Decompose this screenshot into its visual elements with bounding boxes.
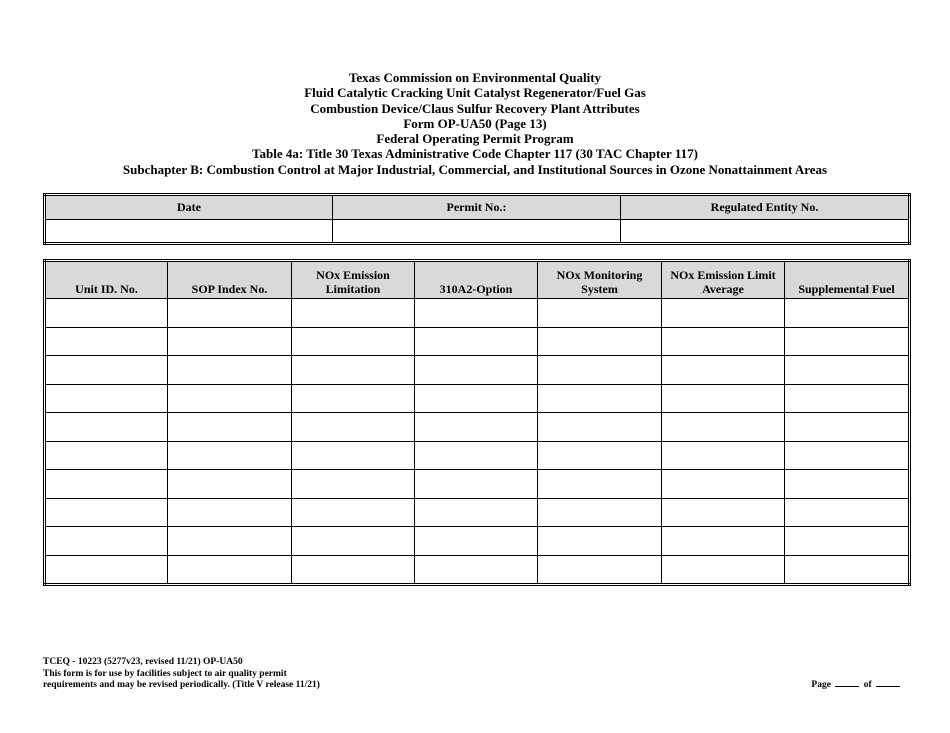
supplemental-fuel-header: Supplemental Fuel — [785, 261, 910, 299]
table-cell[interactable] — [785, 327, 910, 356]
table-cell[interactable] — [45, 413, 168, 442]
regulated-entity-field[interactable] — [621, 220, 910, 244]
table-cell[interactable] — [415, 470, 538, 499]
table-cell[interactable] — [168, 470, 292, 499]
table-cell[interactable] — [168, 384, 292, 413]
table-cell[interactable] — [292, 356, 415, 385]
table-cell[interactable] — [538, 498, 662, 527]
table-cell[interactable] — [785, 384, 910, 413]
page-label: Page — [811, 680, 831, 690]
attributes-table — [43, 259, 911, 586]
table-cell[interactable] — [45, 327, 168, 356]
attributes-header-row — [45, 261, 910, 299]
table-cell[interactable] — [45, 470, 168, 499]
table-cell[interactable] — [415, 441, 538, 470]
permit-no-header: Permit No.: — [333, 195, 621, 220]
form-footer — [43, 657, 320, 692]
table-cell[interactable] — [538, 555, 662, 585]
table-cell[interactable] — [415, 327, 538, 356]
permit-no-field[interactable] — [333, 220, 621, 244]
table-cell[interactable] — [538, 327, 662, 356]
table-cell[interactable] — [45, 555, 168, 585]
table-cell[interactable] — [538, 527, 662, 556]
table-row — [45, 470, 910, 499]
table-cell[interactable] — [168, 299, 292, 328]
table-cell[interactable] — [292, 413, 415, 442]
table-cell[interactable] — [785, 555, 910, 585]
table-cell[interactable] — [45, 299, 168, 328]
header-subchapter: Subchapter B: Combustion Control at Major Industrial, Commercial, and Institutional Sources in Ozone Nonattainment Areas — [122, 161, 828, 177]
nox-emission-limitation-header: NOx Emission Limitation — [292, 261, 415, 299]
header-program: Federal Operating Permit Program — [376, 131, 574, 147]
table-cell[interactable] — [168, 498, 292, 527]
table-cell[interactable] — [292, 327, 415, 356]
table-cell[interactable] — [45, 356, 168, 385]
table-cell[interactable] — [168, 327, 292, 356]
sop-index-header: SOP Index No. — [168, 261, 292, 299]
identification-table — [43, 193, 911, 245]
table-cell[interactable] — [45, 441, 168, 470]
table-cell[interactable] — [45, 498, 168, 527]
table-cell[interactable] — [662, 470, 785, 499]
table-cell[interactable] — [538, 441, 662, 470]
nox-emission-limit-average-header: NOx Emission Limit Average — [662, 261, 785, 299]
table-cell[interactable] — [785, 498, 910, 527]
page-number — [811, 680, 902, 690]
table-row — [45, 527, 910, 556]
table-cell[interactable] — [415, 527, 538, 556]
table-row — [45, 498, 910, 527]
table-cell[interactable] — [292, 555, 415, 585]
table-cell[interactable] — [292, 498, 415, 527]
table-cell[interactable] — [168, 555, 292, 585]
table-cell[interactable] — [662, 413, 785, 442]
table-cell[interactable] — [538, 470, 662, 499]
table-cell[interactable] — [292, 299, 415, 328]
table-cell[interactable] — [785, 470, 910, 499]
table-cell[interactable] — [785, 413, 910, 442]
table-cell[interactable] — [662, 356, 785, 385]
page-number-blank[interactable] — [835, 686, 859, 687]
table-cell[interactable] — [662, 441, 785, 470]
table-cell[interactable] — [662, 527, 785, 556]
table-row — [45, 441, 910, 470]
header-title-2: Combustion Device/Claus Sulfur Recovery Plant Attributes — [310, 100, 640, 116]
table-cell[interactable] — [662, 299, 785, 328]
table-cell[interactable] — [662, 327, 785, 356]
header-agency: Texas Commission on Environmental Quality — [348, 70, 602, 85]
table-cell[interactable] — [662, 555, 785, 585]
footer-form-id: TCEQ - 10223 (5277v23, revised 11/21) OP-UA50 — [43, 657, 243, 667]
header-form-number: Form OP-UA50 (Page 13) — [403, 115, 547, 131]
table-cell[interactable] — [538, 299, 662, 328]
table-row — [45, 384, 910, 413]
table-cell[interactable] — [785, 441, 910, 470]
table-cell[interactable] — [45, 527, 168, 556]
of-label: of — [863, 680, 872, 690]
table-cell[interactable] — [662, 384, 785, 413]
table-cell[interactable] — [785, 356, 910, 385]
form-header — [0, 70, 950, 177]
option-310a2-header: 310A2-Option — [415, 261, 538, 299]
table-cell[interactable] — [292, 470, 415, 499]
table-cell[interactable] — [168, 356, 292, 385]
nox-monitoring-system-header: NOx Monitoring System — [538, 261, 662, 299]
table-cell[interactable] — [785, 299, 910, 328]
table-row — [45, 413, 910, 442]
table-row — [45, 356, 910, 385]
table-cell[interactable] — [415, 413, 538, 442]
table-cell[interactable] — [415, 384, 538, 413]
table-cell[interactable] — [168, 413, 292, 442]
footer-note-2: requirements and may be revised periodically. (Title V release 11/21) — [43, 680, 320, 690]
date-field[interactable] — [45, 220, 333, 244]
table-cell[interactable] — [538, 384, 662, 413]
regulated-entity-header: Regulated Entity No. — [621, 195, 910, 220]
table-cell[interactable] — [292, 527, 415, 556]
table-cell[interactable] — [538, 413, 662, 442]
table-cell[interactable] — [292, 384, 415, 413]
table-cell[interactable] — [168, 441, 292, 470]
table-row — [45, 299, 910, 328]
table-cell[interactable] — [168, 527, 292, 556]
table-cell[interactable] — [785, 527, 910, 556]
date-header: Date — [45, 195, 333, 220]
table-cell[interactable] — [45, 384, 168, 413]
footer-note-1: This form is for use by facilities subject to air quality permit — [43, 668, 287, 679]
table-cell[interactable] — [415, 356, 538, 385]
table-cell[interactable] — [292, 441, 415, 470]
table-cell[interactable] — [538, 356, 662, 385]
table-cell[interactable] — [415, 299, 538, 328]
table-row — [45, 555, 910, 585]
page-total-blank[interactable] — [876, 686, 900, 687]
table-cell[interactable] — [662, 498, 785, 527]
header-table-title: Table 4a: Title 30 Texas Administrative Code Chapter 117 (30 TAC Chapter 117) — [252, 146, 698, 162]
unit-id-header: Unit ID. No. — [45, 261, 168, 299]
table-cell[interactable] — [415, 555, 538, 585]
table-cell[interactable] — [415, 498, 538, 527]
header-title-1: Fluid Catalytic Cracking Unit Catalyst Regenerator/Fuel Gas — [304, 85, 646, 101]
table-row — [45, 327, 910, 356]
